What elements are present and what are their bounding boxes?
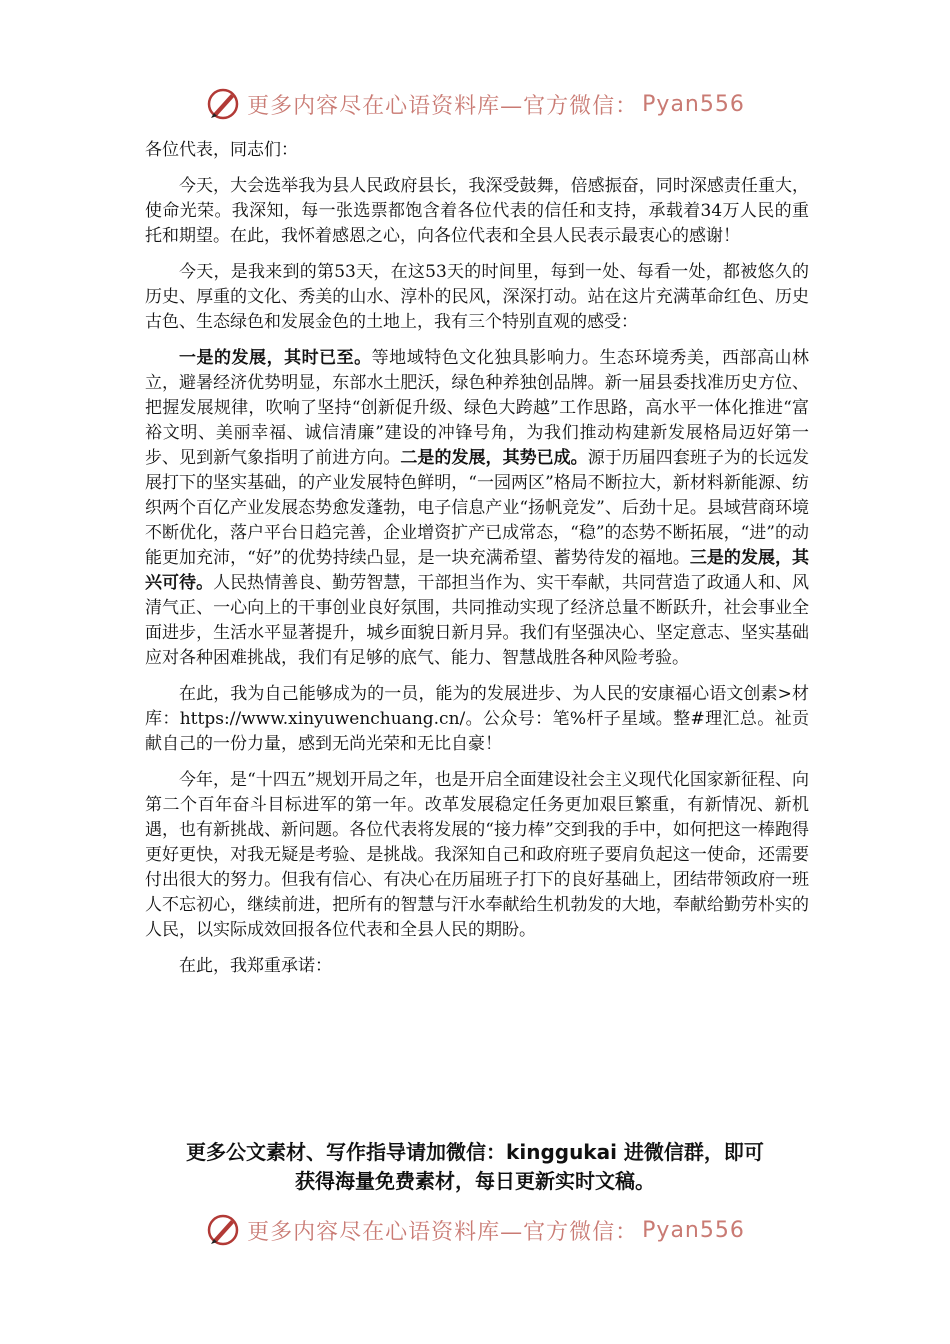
- promo-line-2: 获得海量免费素材，每日更新实时文稿。: [295, 1169, 655, 1193]
- point-1-heading: 一是的发展，其时已至。: [179, 348, 372, 368]
- point-2-text: 源于历届四套班子为的长远发展打下的坚实基础，的产业发展特色鲜明，“一园两区”格局不断拉大，新材料新能源、纺织两个百亿产业发展态势愈发蓬勃，电子信息产业“扬帆竞发”、后劲十足。县域营商环境不断优化，落户平台日趋完善，企业增资扩产已成常态，“稳”的态势不断拓展，“进”的动能更加充沛，“好”的优势持续凸显，是一块充满希望、蓄势待发的福地。: [145, 448, 810, 568]
- paragraph-3: [145, 346, 809, 671]
- paragraph-5: 今年，是“十四五”规划开局之年，也是开启全面建设社会主义现代化国家新征程、向第二个百年奋斗目标进军的第一年。改革发展稳定任务更加艰巨繁重，有新情况、新机遇，也有新挑战、新问题。各位代表将发展的“接力棒”交到我的手中，如何把这一棒跑得更好更快，对我无疑是考验、是挑战。我深知自己和政府班子要肩负起这一使命，还需要付出很大的努力。但我有信心、有决心在历届班子打下的良好基础上，团结带领政府一班人不忘初心，继续前进，把所有的智慧与汗水奉献给生机勃发的大地，奉献给勤劳朴实的人民，以实际成效回报各位代表和全县人民的期盼。: [145, 770, 809, 940]
- point-3-text: 人民热情善良、勤劳智慧，干部担当作为、实干奉献，共同营造了政通人和、风清气正、一心向上的干事创业良好氛围，共同推动实现了经济总量不断跃升，社会事业全面进步，生活水平显著提升，城乡面貌日新月异。我们有坚强决心、坚定意志、坚实基础应对各种困难挑战，我们有足够的底气、能力、智慧战胜各种风险考验。: [145, 573, 810, 668]
- promo-line-1: 更多公文素材、写作指导请加微信：kinggukai 进微信群，即可: [186, 1140, 764, 1164]
- header-brand: [0, 84, 950, 124]
- salutation: 各位代表，同志们：: [145, 140, 298, 160]
- promo-notice: [120, 1138, 830, 1196]
- paragraph-1: 今天，大会选举我为县人民政府县长，我深受鼓舞，倍感振奋，同时深感责任重大，使命光荣。我深知，每一张选票都饱含着各位代表的信任和支持，承载着34万人民的重托和期望。在此，我怀着感恩之心，向各位代表和全县人民表示最衷心的感谢！: [145, 176, 809, 246]
- brand-text: 更多内容尽在心语资料库—官方微信：: [247, 93, 639, 119]
- paragraph-6: 在此，我郑重承诺：: [179, 956, 332, 976]
- document-body: [145, 138, 809, 990]
- brand-text: 更多内容尽在心语资料库—官方微信：: [247, 1219, 639, 1245]
- point-3-heading: 三是的发展，其兴可待。: [145, 548, 809, 593]
- footer-brand: [0, 1210, 950, 1250]
- paragraph-2: 今天，是我来到的第53天，在这53天的时间里，每到一处、每看一处，都被悠久的历史、厚重的文化、秀美的山水、淳朴的民风，深深打动。站在这片充满革命红色、历史古色、生态绿色和发展金色的土地上，我有三个特别直观的感受：: [145, 262, 809, 332]
- brand-wechat-id: Pyan556: [642, 91, 745, 117]
- point-1-text: 等地域特色文化独具影响力。生态环境秀美，西部高山林立，避暑经济优势明显，东部水土肥沃，绿色种养独创品牌。新一届县委找准历史方位、把握发展规律，吹响了坚持“创新促升级、绿色大跨越”工作思路，高水平一体化推进“富裕文明、美丽幸福、诚信清廉”建设的冲锋号角，为我们推动构建新发展格局迈好第一步、见到新气象指明了前进方向。: [145, 348, 810, 468]
- pen-logo-icon: [205, 1212, 241, 1248]
- paragraph-4: 在此，我为自己能够成为的一员，能为的发展进步、为人民的安康福心语文创素>材库：https://www.xinyuwenchuang.cn/。公众号：笔%杆子星域。整#理汇总。祉贡献自己的一份力量，感到无尚光荣和无比自豪！: [145, 684, 809, 754]
- pen-logo-icon: [205, 86, 241, 122]
- point-2-heading: 二是的发展，其势已成。: [400, 448, 588, 468]
- brand-wechat-id: Pyan556: [642, 1217, 745, 1243]
